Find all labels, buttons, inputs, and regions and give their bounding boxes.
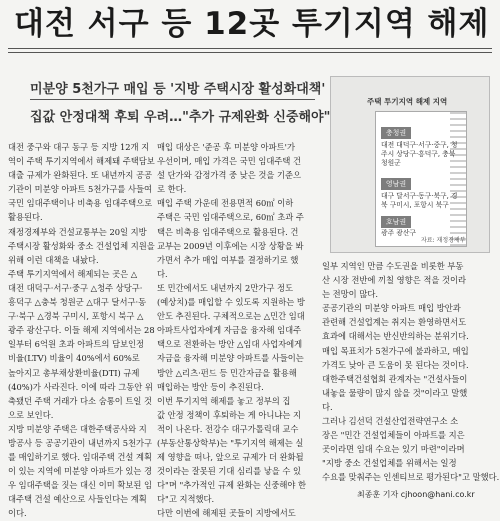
article-column-2	[157, 140, 313, 521]
article-line: 곳이라면 임대 수요는 있기 마련"이라며	[322, 444, 465, 455]
article-line: 다"며 "추가적인 규제 완화는 신중해야 한	[157, 480, 307, 491]
article-line: 주택시장 활성화와 중소 건설업체 지원을	[8, 240, 155, 251]
article-line: 그러나 김선덕 건설산업전략연구소 소	[322, 416, 459, 427]
headline: 대전 서구 등 12곳 투기지역 해제	[14, 6, 490, 42]
region-areas-chungcheong: 대전 대덕구·서구·중구, 청주시 상당구·흥덕구, 충북 청원군	[381, 141, 458, 167]
article-line: 높아지고 총부채상환비율(DTI) 규제	[8, 367, 140, 378]
article-line: 내놓을 물량이 많지 않을 것"이라고 말했	[322, 387, 468, 398]
article-line: 광주 광산구다. 이들 해제 지역에서는 28	[8, 325, 155, 336]
article-line: 공공기관의 미분양 아파트 매입 방안과	[322, 303, 461, 314]
article-line: (40%)가 사라진다. 이에 따라 그동안 위	[8, 381, 153, 392]
article-line: 매입 대상은 '준공 후 미분양 아파트'가	[157, 142, 295, 152]
region-areas-yeongnam: 대구 달서구·동구·북구, 경북 구미시, 포항시 북구	[381, 192, 458, 209]
article-line: 구·북구 △경북 구미시, 포항시 북구 △	[8, 311, 144, 322]
subheadline-2: 집값 안정대책 후퇴 우려…"추가 규제완화 신중해야"	[30, 110, 331, 125]
article-line: 기관이 미분양 아파트 5천가구를 사들여	[8, 184, 153, 195]
article-line: 국민 임대주택이나 비축용 임대주택으로	[8, 198, 153, 209]
building-stripe	[450, 112, 466, 246]
article-line: 값 안정 정책이 후퇴하는 게 아니냐는 지	[157, 409, 302, 420]
article-line: 활용된다.	[8, 212, 43, 223]
article-line: 다.	[157, 268, 168, 279]
article-line: 이번 투기지역 해제를 놓고 정부의 집	[157, 395, 291, 406]
article-line: 관련해 건설업계는 취지는 환영하면서도	[322, 317, 467, 328]
article-line: 또 민간에서도 내년까지 2만가구 정도	[157, 282, 294, 293]
article-line: 택은 비축용 임대주택으로 활용된다. 건	[157, 226, 299, 237]
region-tag-honam: 호남권	[381, 216, 411, 228]
article-line: 방안 △리츠·펀드 등 민간자금을 활용해	[157, 367, 297, 378]
article-line: 대전 대덕구·서구·중구 △청주 상당구·	[8, 282, 143, 293]
infobox-graphic	[330, 76, 490, 253]
article-line: 축됐던 주택 거래가 다소 숨통이 트일 것	[8, 395, 153, 406]
article-line: "지방 중소 건설업체를 위해서는 일정	[322, 458, 457, 469]
article-line: 으로 보인다.	[8, 409, 54, 420]
article-line: 위해 이런 대책을 내놨다.	[8, 254, 99, 265]
headline-rule	[8, 48, 492, 49]
article-line: 효과에 대해서는 반신반의하는 분위기다.	[322, 331, 469, 342]
article-line: 일부 지역인 만큼 수도권을 비롯한 부동	[322, 261, 464, 271]
article-line: 제 영향을 떠나, 앞으로 규제가 더 완화될	[157, 452, 304, 463]
article-line: 이다.	[8, 508, 27, 519]
article-line: 아파트사업자에게 자금을 융자해 임대주	[157, 325, 302, 336]
article-line: 방공사 등 공공기관이 내년까지 5천가구	[8, 437, 153, 448]
article-column-1	[8, 140, 155, 521]
article-line: 매입 목표치가 5천가구에 불과하고, 매입	[322, 345, 469, 356]
article-line: 대주택 건설 예산으로 사들인다는 계획	[8, 494, 147, 505]
article-line: 교부는 2009년 이후에는 시장 상황을 봐	[157, 240, 304, 251]
article-line: 대출 규제가 완화된다. 또 내년까지 공공	[8, 170, 153, 181]
article-line: 장은 "민간 건설업체들이 아파트를 지은	[322, 430, 465, 441]
article-line: 이 있는 지역에 미분양 아파트가 있는 경	[8, 466, 153, 477]
article-line: 가격도 낮아 큰 도움이 못 된다는 것이다.	[322, 359, 469, 370]
region-areas-honam: 광주 광산구	[381, 229, 416, 237]
subheadline-1: 미분양 5천가구 매입 등 '지방 주택시장 활성화대책'	[30, 82, 326, 97]
article-line: 다"고 지적했다.	[157, 494, 215, 505]
article-line: 로 한다.	[157, 184, 187, 195]
article-line: 다만 이번에 해제된 곳들이 지방에서도	[157, 508, 296, 519]
subhead-divider	[30, 99, 315, 100]
article-line: 지방 미분양 주택은 대한주택공사와 지	[8, 423, 147, 434]
article-line: 가면서 추가 매입 여부를 결정하기로 했	[157, 254, 299, 265]
infobox-source: 자료: 재정경제부	[421, 237, 466, 244]
article-line: 수요를 맞춰주는 인센티브로 평가된다"고 말했다.	[322, 472, 500, 483]
article-line: 주택 투기지역에서 해제되는 곳은 △	[8, 268, 138, 279]
article-line: 대전 중구와 대구 동구 등 지방 12개 지	[8, 142, 150, 152]
article-line: 재정경제부와 건설교통부는 20일 지방	[8, 226, 147, 237]
region-tag-chungcheong: 충청권	[381, 127, 411, 139]
article-line: 흥덕구 △충북 청원군 △대구 달서구·동	[8, 297, 147, 308]
article-line: 는 전망이 많다.	[322, 289, 379, 300]
article-line: (예상치)를 매입할 수 있도록 지원하는 방	[157, 297, 305, 308]
article-line: 매입하는 방안 등이 추진된다.	[157, 381, 264, 392]
article-line: 주택은 국민 임대주택으로, 60㎡ 초과 주	[157, 212, 304, 223]
article-line: 다.	[322, 401, 333, 412]
article-line: 역이 주택 투기지역에서 해제돼 주택담보	[8, 156, 155, 167]
article-line: 대한주택건설협회 관계자는 "건설사들이	[322, 373, 468, 384]
article-line: 것이라는 잘못된 기대 심리를 낳을 수 있	[157, 466, 302, 477]
article-line: 적이 나온다. 전강수 대구가톨릭대 교수	[157, 423, 299, 434]
region-tag-yeongnam: 영남권	[381, 178, 411, 190]
article-line: 를 매입하기로 했다. 임대주택 건설 계획	[8, 452, 153, 463]
article-line: 택으로 전환하는 방안 △임대 사업자에게	[157, 339, 303, 350]
article-line: 자금을 융자해 미분양 아파트를 사들이는	[157, 353, 304, 364]
article-line: (부동산통상학부)는 "투기지역 해제는 실	[157, 437, 304, 448]
article-line: 안도 추진된다. 구체적으로는 △민간 임대	[157, 311, 305, 322]
article-column-3	[322, 259, 500, 485]
article-line: 산 시장 전반에 끼칠 영향은 적을 것이라	[322, 275, 467, 286]
article-line: 우 임대주택을 짓는 대신 이미 확보된 임	[8, 480, 153, 491]
article-line: 일부터 6억원 초과 아파트의 담보인정	[8, 339, 145, 350]
article-line: 매입 주택 가운데 전용면적 60㎡ 이하	[157, 198, 294, 209]
infobox-title: 주택 투기지역 해제 지역	[367, 97, 448, 106]
article-line: 우선이며, 매입 가격은 국민 임대주택 건	[157, 156, 302, 167]
headline-rule-thin	[8, 52, 492, 53]
article-line: 비율(LTV) 비율이 40%에서 60%로	[8, 353, 140, 364]
article-line: 설 단가와 감정가격 중 낮은 것을 기준으	[157, 170, 302, 181]
byline: 최종훈 기자 cjhoon@hani.co.kr	[357, 490, 475, 499]
